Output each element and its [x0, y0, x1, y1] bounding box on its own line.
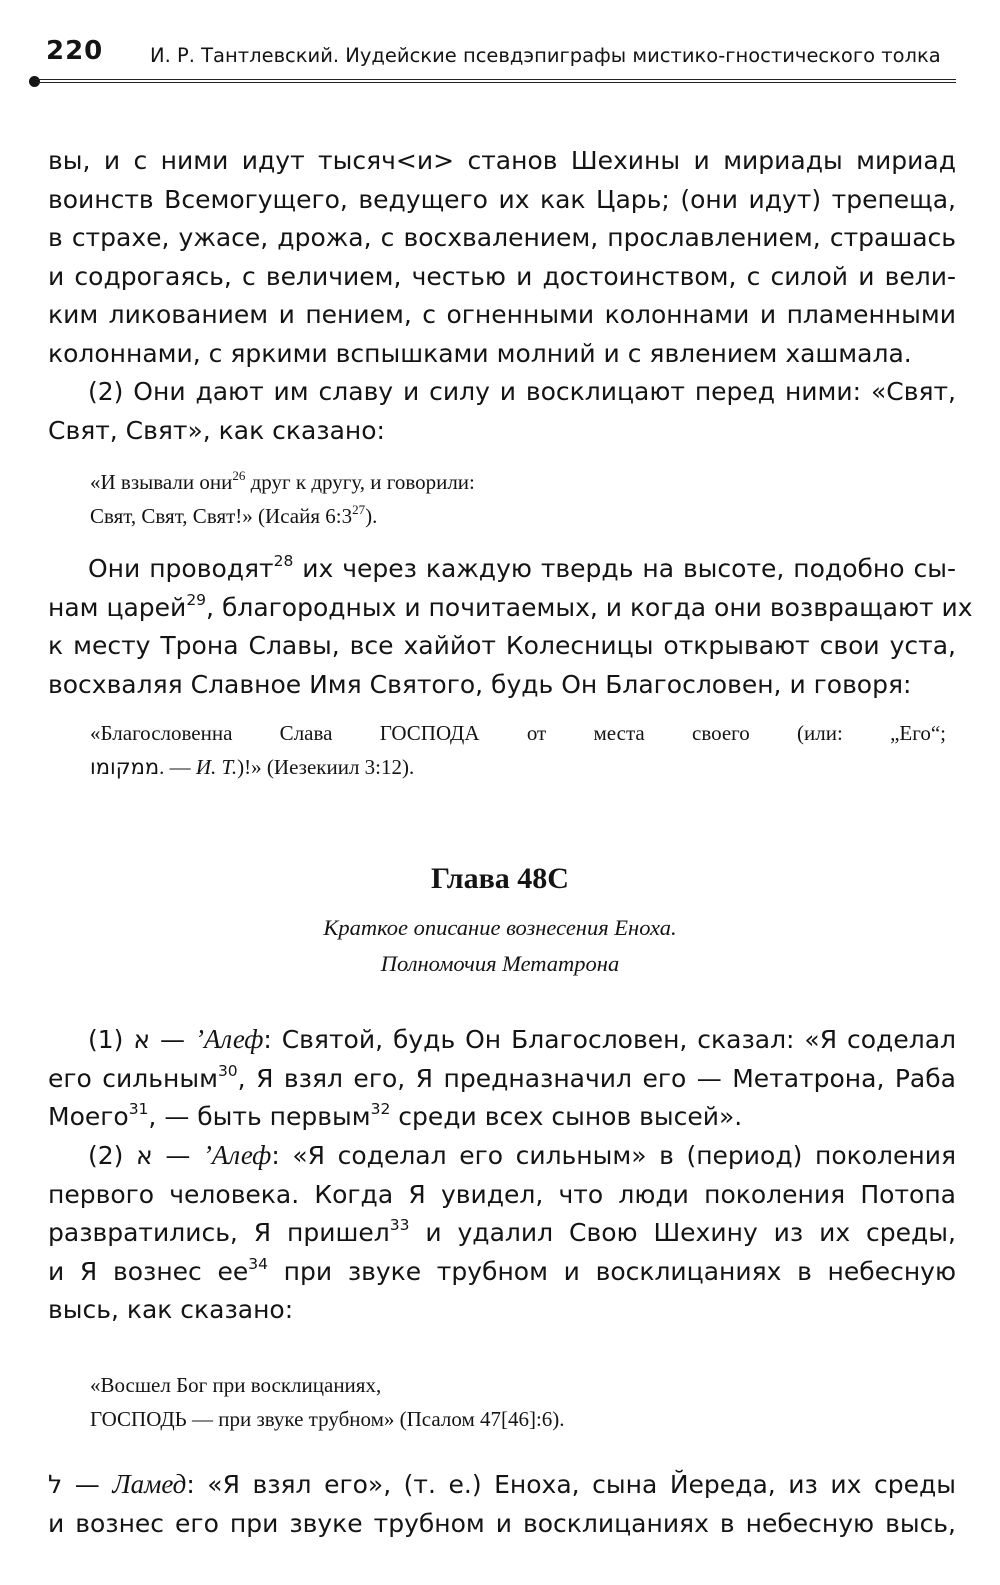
quote-line: «И взывали они$^{26}$ друг к другу, и говорили:	[90, 467, 475, 494]
hebrew-letter: א	[133, 1025, 151, 1054]
text-line: воинств Всемогущего, ведущего их как Царь; (они идут) трепеща,	[48, 184, 956, 214]
footnote-ref: 28	[273, 552, 294, 571]
text-line: высь, как сказано:	[48, 1295, 294, 1324]
paragraph-3	[48, 550, 973, 704]
quote-line: Свят, Свят, Свят!» (Исайя $6:3^{27}$).	[90, 501, 378, 528]
running-header	[32, 36, 956, 70]
footnote-ref: 26	[232, 467, 246, 483]
text-line: (2) Они дают им славу и силу и восклицают перед ними: «Свят,	[88, 377, 956, 406]
paragraph-1	[48, 142, 956, 373]
text-line: его сильным$^{30}$, Я взял его, Я предназначил его — Метатрона, Раба	[48, 1061, 956, 1093]
footnote-ref: 29	[186, 590, 207, 609]
footnote-ref: 33	[389, 1216, 410, 1235]
subtitle-line: Краткое описание вознесения Еноха.	[323, 915, 677, 940]
text-line: колоннами, с яркими вспышками молний и с явлением хашмала.	[48, 338, 912, 368]
paragraph-4	[48, 1020, 956, 1137]
text-line: и содрогаясь, с величием, честью и достоинством, с силой и вели-	[48, 261, 956, 291]
chapter-title: Глава 48С	[431, 862, 569, 895]
text-line: Свят, Свят», как сказано:	[48, 415, 385, 445]
footnote-ref: 31	[128, 1100, 149, 1119]
hebrew-letter: ל	[48, 1470, 63, 1499]
text-line: нам царей$^{29}$, благородных и почитаемых, и когда они возвращают их	[48, 590, 973, 622]
paragraph-2	[48, 373, 956, 450]
running-title: И. Р. Тантлевский. Иудейские псевдэпиграфы мистико-гностического толка	[150, 44, 941, 67]
quote-psalm	[90, 1368, 946, 1436]
text-line: к месту Трона Славы, все хаййот Колесницы открывают свои уста,	[48, 631, 956, 660]
footnote-ref: 34	[248, 1254, 268, 1273]
quote-line: ГОСПОДЬ — при звуке трубном» (Псалом 47[46]:6).	[90, 1407, 565, 1431]
text-line: и Я вознес $ее^{34}$ при звуке трубном и восклицаниях в небесную	[48, 1254, 957, 1286]
page-number: 220	[46, 36, 104, 66]
text-line: развратились, Я пришел$^{33}$ и удалил Свою Шехину из их среды,	[48, 1216, 956, 1247]
footnote-ref: 30	[217, 1061, 238, 1080]
paragraph-5	[48, 1136, 956, 1330]
hebrew-word: ממקומו	[90, 755, 160, 779]
paragraph-6	[48, 1465, 956, 1543]
text-line: и вознес его при звуке трубном и восклицаниях в небесную высь,	[48, 1508, 956, 1538]
text-line: восхваляя Славное Имя Святого, будь Он Благословен, и говоря:	[48, 669, 912, 699]
footnote-ref: 27	[352, 501, 366, 517]
quote-ezekiel	[90, 716, 946, 784]
quote-line: ממקומו. — И. Т.)!» (Иезекиил 3:12).	[90, 755, 415, 779]
text-line: первого человека. Когда Я увидел, что люди поколения Потопа	[48, 1179, 956, 1209]
header-rule	[35, 79, 956, 83]
quote-line: «Благословенна Слава ГОСПОДА от места своего (или: „Его“;	[90, 721, 946, 745]
quote-isaiah	[90, 465, 946, 533]
text-line: ким ликованием и пением, с огненными колоннами и пламенными	[48, 300, 956, 329]
text-line: ל — Ламед: «Я взял его», (т. е.) Еноха, сына Йереда, из их среды	[48, 1469, 956, 1499]
subtitle-line: Полномочия Метатрона	[380, 951, 620, 976]
quote-line: «Восшел Бог при восклицаниях,	[90, 1373, 382, 1397]
text-line: Моего$^{31}$, — быть первым$^{32}$ среди всех сынов высей».	[48, 1100, 743, 1131]
text-line: в страхе, ужасе, дрожа, с восхвалением, прославлением, страшась	[48, 223, 956, 252]
text-line: вы, и с ними идут тысяч<и> станов Шехины и мириады мириад	[48, 146, 956, 175]
text-line: Они проводят$^{28}$ их через каждую твердь на высоте, подобно сы-	[88, 552, 956, 583]
text-line: (1) א — ’Алеф: Святой, будь Он Благословен, сказал: «Я соделал	[88, 1024, 956, 1054]
text-line: (2) א — ’Алеф: «Я соделал его сильным» в (период) поколения	[88, 1140, 956, 1170]
chapter-subtitle	[0, 910, 1000, 982]
footnote-ref: 32	[370, 1100, 391, 1119]
hebrew-letter: א	[136, 1141, 153, 1170]
